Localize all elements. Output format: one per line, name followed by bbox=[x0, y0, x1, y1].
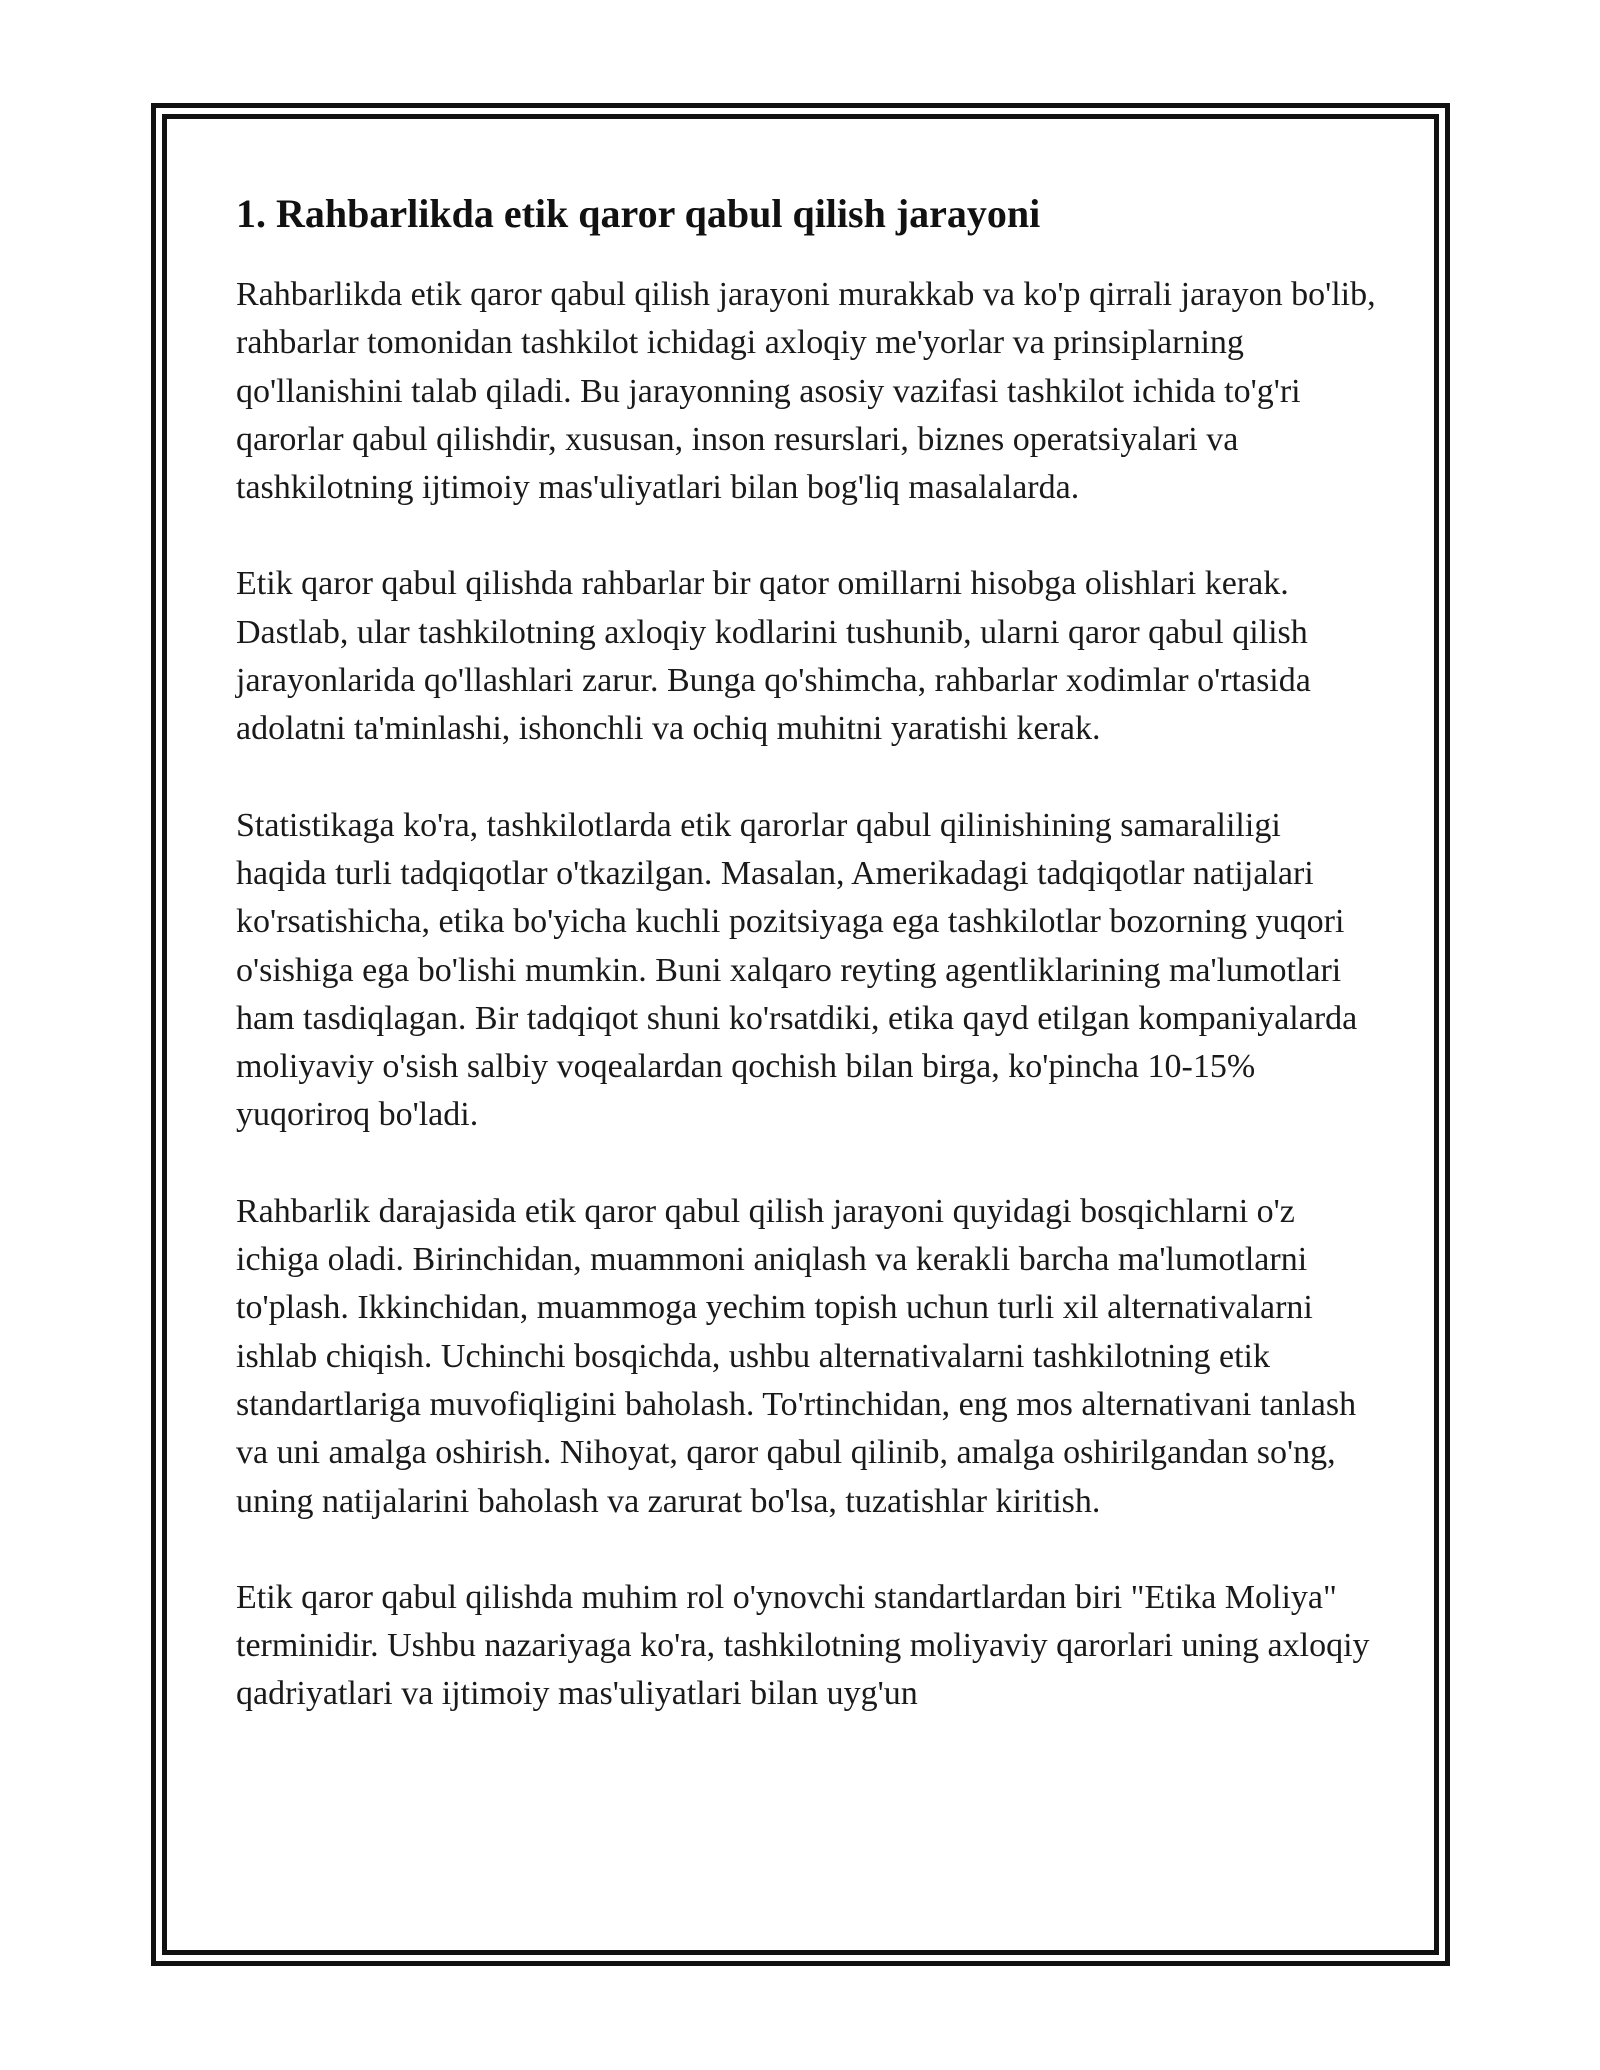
paragraph-5: Etik qaror qabul qilishda muhim rol o'ynovchi standartlardan biri "Etika Moliya" terminidir. Ushbu nazariyaga ko'ra, tashkilotning moliyaviy qarorlari uning axloqiy qadriyatlari va ijtimoiy mas'uliyatlari bilan uyg'un bbox=[236, 1578, 1370, 1713]
paragraph-4: Rahbarlik darajasida etik qaror qabul qilish jarayoni quyidagi bosqichlarni o'z ichiga oladi. Birinchidan, muammoni aniqlash va kerakli barcha ma'lumotlarni to'plash. Ikkinchidan, muammoga yechim topish uchun turli xil alternativalarni ishlab chiqish. Uchinchi bosqichda, ushbu alternativalarni tashkilotning etik standartlariga muvofiqligini baholash. To'rtinchidan, eng mos alternativani tanlash va uni amalga oshirish. Nihoyat, qaror qabul qilinib, amalga oshirilgandan so'ng, uning natijalarini baholash va zarurat bo'lsa, tuzatishlar kiritish. bbox=[236, 1192, 1357, 1520]
paragraph-1: Rahbarlikda etik qaror qabul qilish jarayoni murakkab va ko'p qirrali jarayon bo'lib, rahbarlar tomonidan tashkilot ichidagi axloqiy me'yorlar va prinsiplarning qo'llanishini talab qiladi. Bu jarayonning asosiy vazifasi tashkilot ichida to'g'ri qarorlar qabul qilishdir, xususan, inson resurslari, biznes operatsiyalari va tashkilotning ijtimoiy mas'uliyatlari bilan bog'liq masalalarda. bbox=[236, 276, 1376, 507]
document-body bbox=[236, 183, 1376, 1767]
section-heading: 1. Rahbarlikda etik qaror qabul qilish jarayoni bbox=[236, 191, 1041, 236]
paragraph-2: Etik qaror qabul qilishda rahbarlar bir qator omillarni hisobga olishlari kerak. Dastlab, ular tashkilotning axloqiy kodlarini tushunib, ularni qaror qabul qilish jarayonlarida qo'llashlari zarur. Bunga qo'shimcha, rahbarlar xodimlar o'rtasida adolatni ta'minlashi, ishonchli va ochiq muhitni yaratishi kerak. bbox=[236, 565, 1311, 748]
paragraph-3: Statistikaga ko'ra, tashkilotlarda etik qarorlar qabul qilinishining samaraliligi haqida turli tadqiqotlar o'tkazilgan. Masalan, Amerikadagi tadqiqotlar natijalari ko'rsatishicha, etika bo'yicha kuchli pozitsiyaga ega tashkilotlar bozorning yuqori o'sishiga ega bo'lishi mumkin. Buni xalqaro reyting agentliklarining ma'lumotlari ham tasdiqlagan. Bir tadqiqot shuni ko'rsatdiki, etika qayd etilgan kompaniyalarda moliyaviy o'sish salbiy voqealardan qochish bilan birga, ko'pincha 10-15% yuqoriroq bo'ladi. bbox=[236, 806, 1358, 1134]
